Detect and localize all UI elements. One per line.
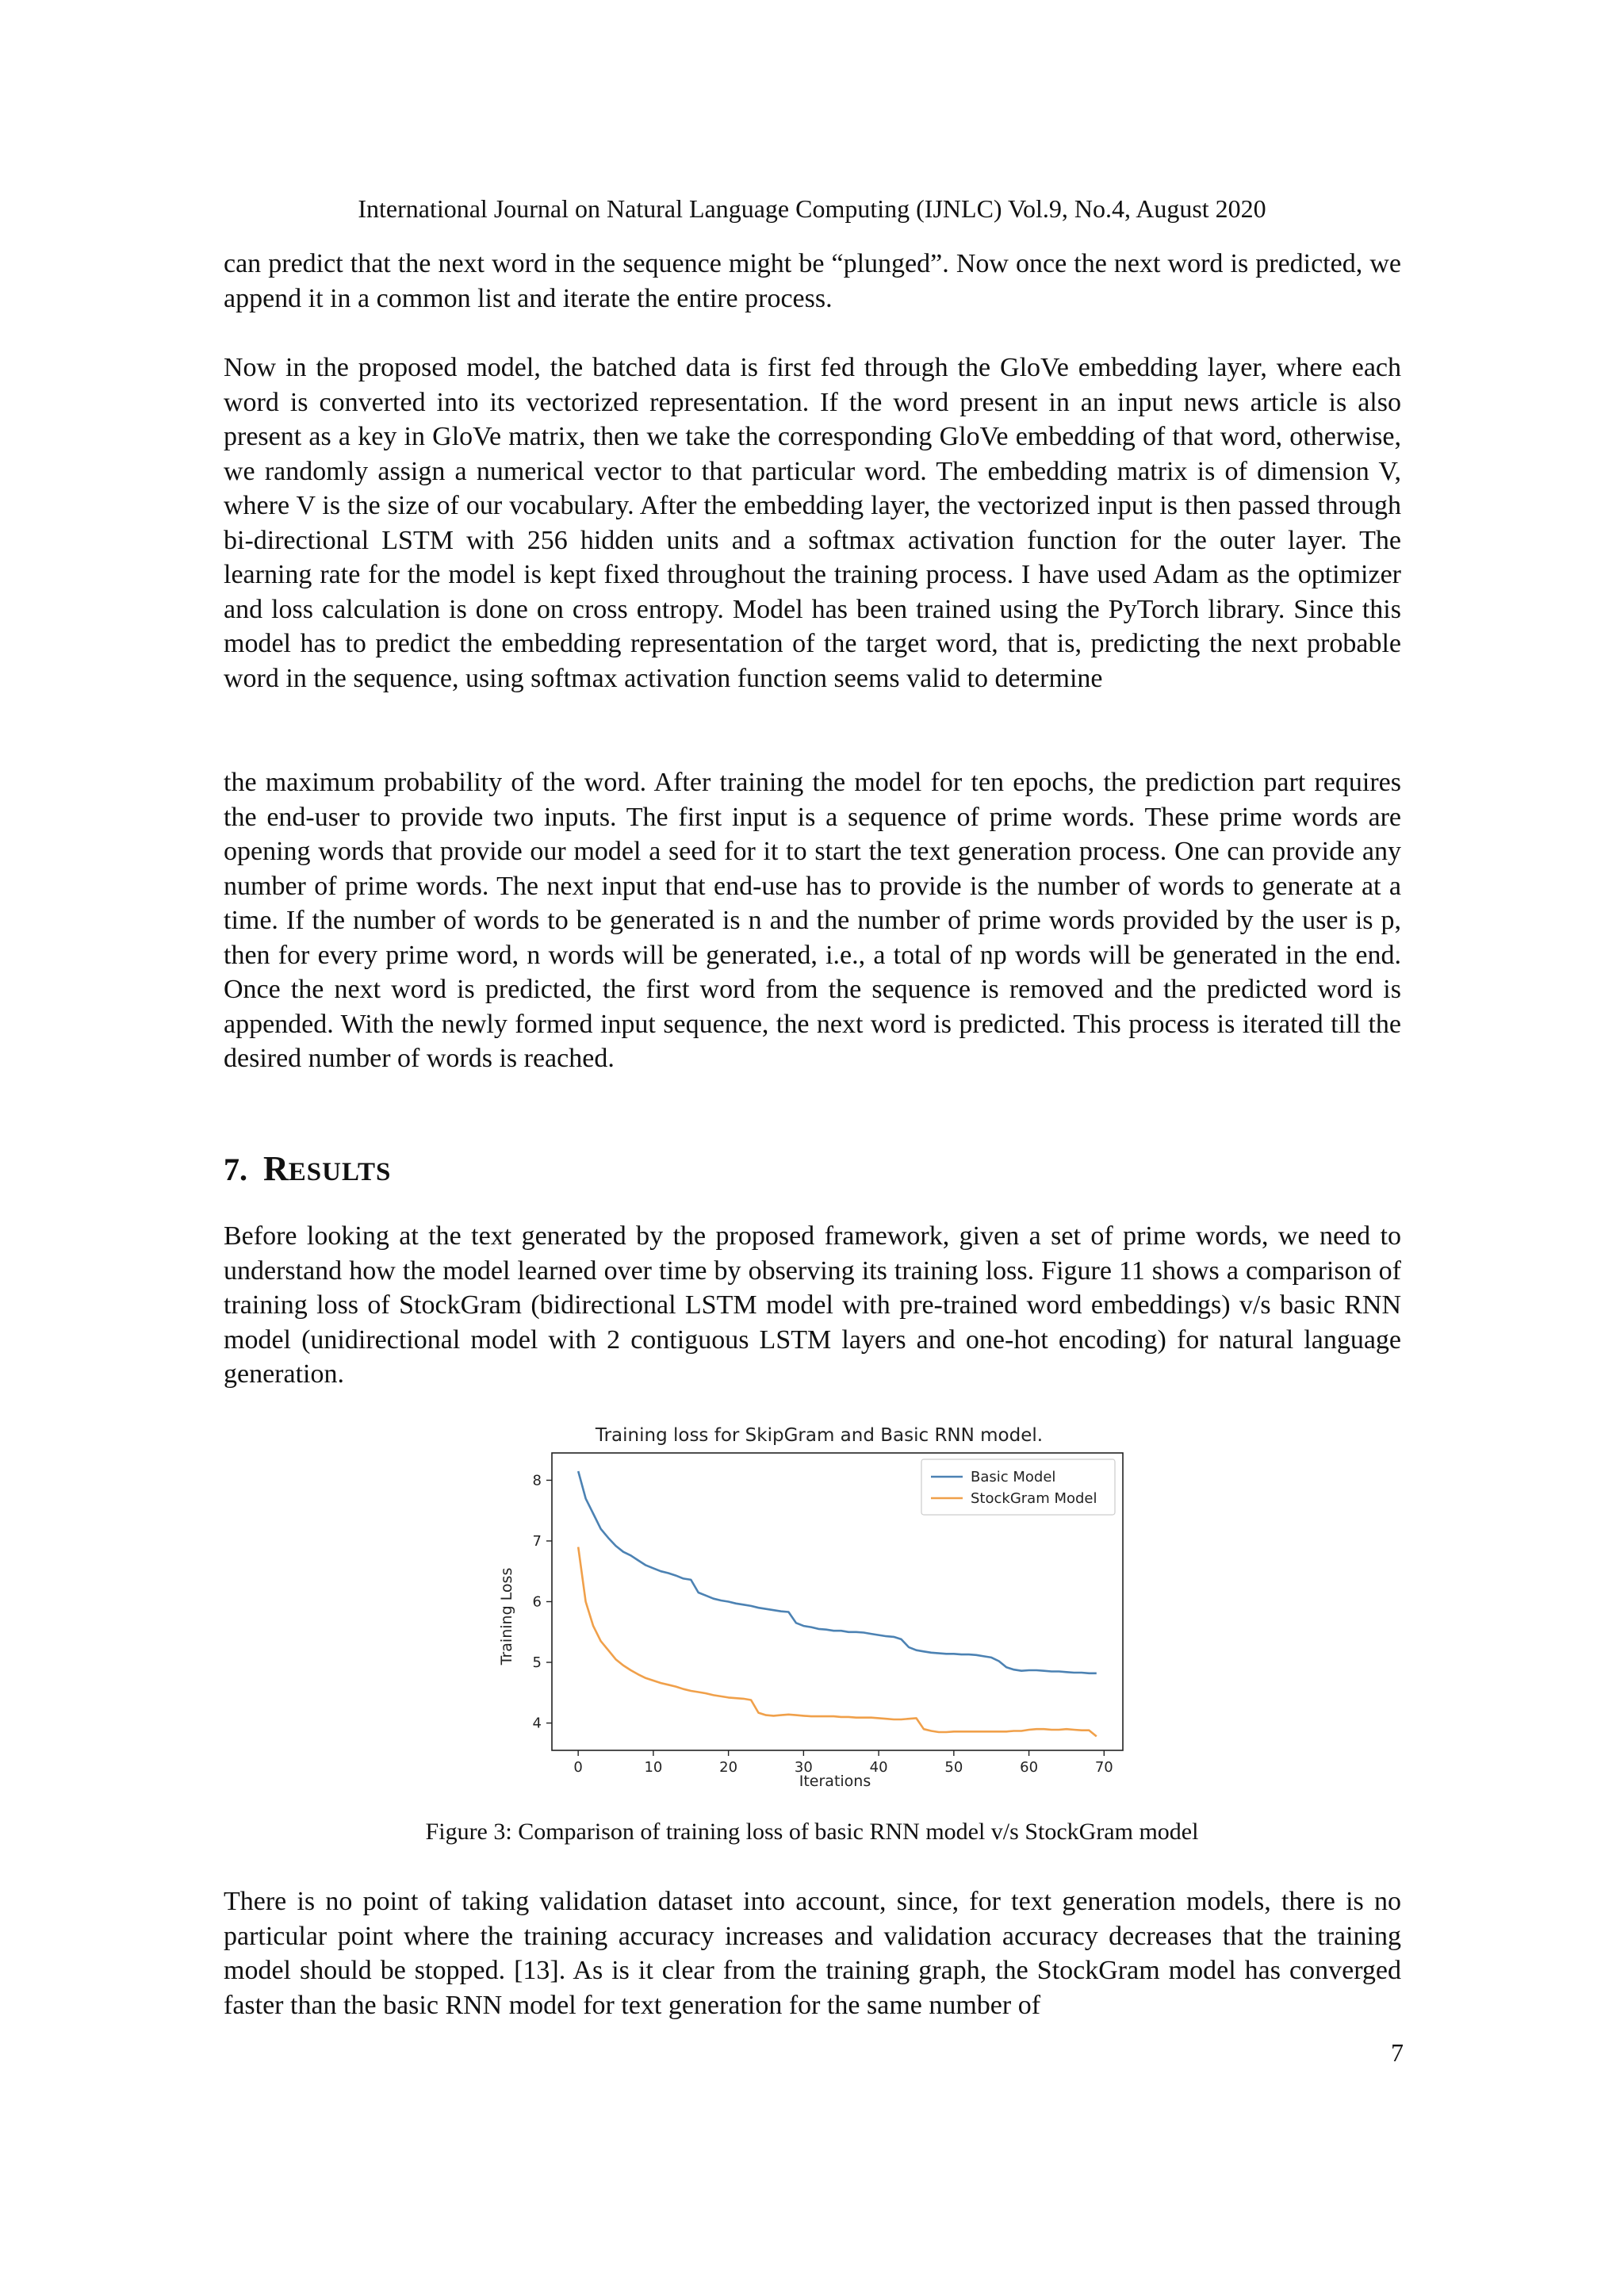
page-number: 7 [1391, 2038, 1404, 2067]
section-title-initial: R [263, 1149, 289, 1188]
x-tick-label: 30 [794, 1759, 813, 1776]
paragraph-5: There is no point of taking validation dataset into account, since, for text generation models, there is no particular point where the training accuracy increases and validation accuracy decreases that the training model should be stopped. [13]. As is it clear from the training graph, the StockGram model has converged faster than the basic RNN model for text generation for the same number of [224, 1887, 1401, 2020]
paragraph-3: the maximum probability of the word. After training the model for ten epochs, the prediction part requires the end-user to provide two inputs. The first input is a sequence of prime words. These prime words are opening words that provide our model a seed for it to start the text generation process. One can provide any number of prime words. The next input that end-use has to provide is the number of words to generate at a time. If the number of words to be generated is n and the number of prime words provided by the user is p, then for every prime word, n words will be generated, i.e., a total of np words will be generated in the end. Once the next word is predicted, the first word from the sequence is removed and the predicted word is appended. With the newly formed input sequence, the next word is predicted. This process is iterated till the desired number of words is reached. [224, 768, 1401, 1073]
section-number: 7. [224, 1152, 247, 1187]
training-loss-chart [484, 1420, 1150, 1800]
paragraph-4: Before looking at the text generated by the proposed framework, given a set of prime words, we need to understand how the model learned over time by observing its training loss. Figure 11 shows a comparison of training loss of StockGram (bidirectional LSTM model with pre-trained word embeddings) v/s basic RNN model (unidirectional model with 2 contiguous LSTM layers and one-hot encoding) for natural language generation. [224, 1221, 1401, 1389]
section-title-rest: ESULTS [288, 1158, 392, 1186]
section-heading-results [224, 1147, 391, 1194]
paragraph-2: Now in the proposed model, the batched data is first fed through the GloVe embedding layer, where each word is converted into its vectorized representation. If the word present in an input news article is also present as a key in GloVe matrix, then we take the corresponding GloVe embedding of that word, otherwise, we randomly assign a numerical vector to that particular word. The embedding matrix is of dimension V, where V is the size of our vocabulary. After the embedding layer, the vectorized input is then passed through bi-directional LSTM with 256 hidden units and a softmax activation function for the outer layer. The learning rate for the model is kept fixed throughout the training process. I have used Adam as the optimizer and loss calculation is done on cross entropy. Model has been trained using the PyTorch library. Since this model has to predict the embedding representation of the target word, that is, predicting the next probable word in the sequence, using softmax activation function seems valid to determine [224, 353, 1401, 693]
legend-label: StockGram Model [971, 1490, 1097, 1507]
y-tick-label: 5 [532, 1654, 542, 1672]
figure-caption: Figure 3: Comparison of training loss of basic RNN model v/s StockGram model [425, 1819, 1199, 1845]
series-line-stockgram-model [578, 1547, 1097, 1737]
y-tick-label: 8 [532, 1472, 542, 1489]
x-tick-label: 10 [644, 1759, 663, 1776]
y-tick-label: 4 [532, 1715, 542, 1732]
y-tick-label: 7 [532, 1532, 542, 1550]
x-tick-label: 0 [573, 1759, 583, 1776]
x-tick-label: 60 [1020, 1759, 1039, 1776]
x-tick-label: 50 [944, 1759, 963, 1776]
chart-title: Training loss for SkipGram and Basic RNN model. [595, 1425, 1044, 1446]
x-tick-label: 40 [869, 1759, 888, 1776]
y-tick-label: 6 [532, 1593, 542, 1611]
paragraph-1: can predict that the next word in the sequence might be “plunged”. Now once the next word is predicted, we append it in a common list and iterate the entire process. [224, 249, 1401, 313]
plot-area [533, 1453, 1123, 1776]
figure-training-loss [484, 1420, 1150, 1800]
x-tick-label: 70 [1094, 1759, 1113, 1776]
x-axis-label: Iterations [799, 1773, 871, 1790]
journal-header: International Journal on Natural Language Computing (IJNLC) Vol.9, No.4, August 2020 [358, 194, 1266, 223]
y-axis-label: Training Loss [498, 1567, 515, 1665]
legend-label: Basic Model [971, 1469, 1056, 1485]
x-tick-label: 20 [719, 1759, 738, 1776]
